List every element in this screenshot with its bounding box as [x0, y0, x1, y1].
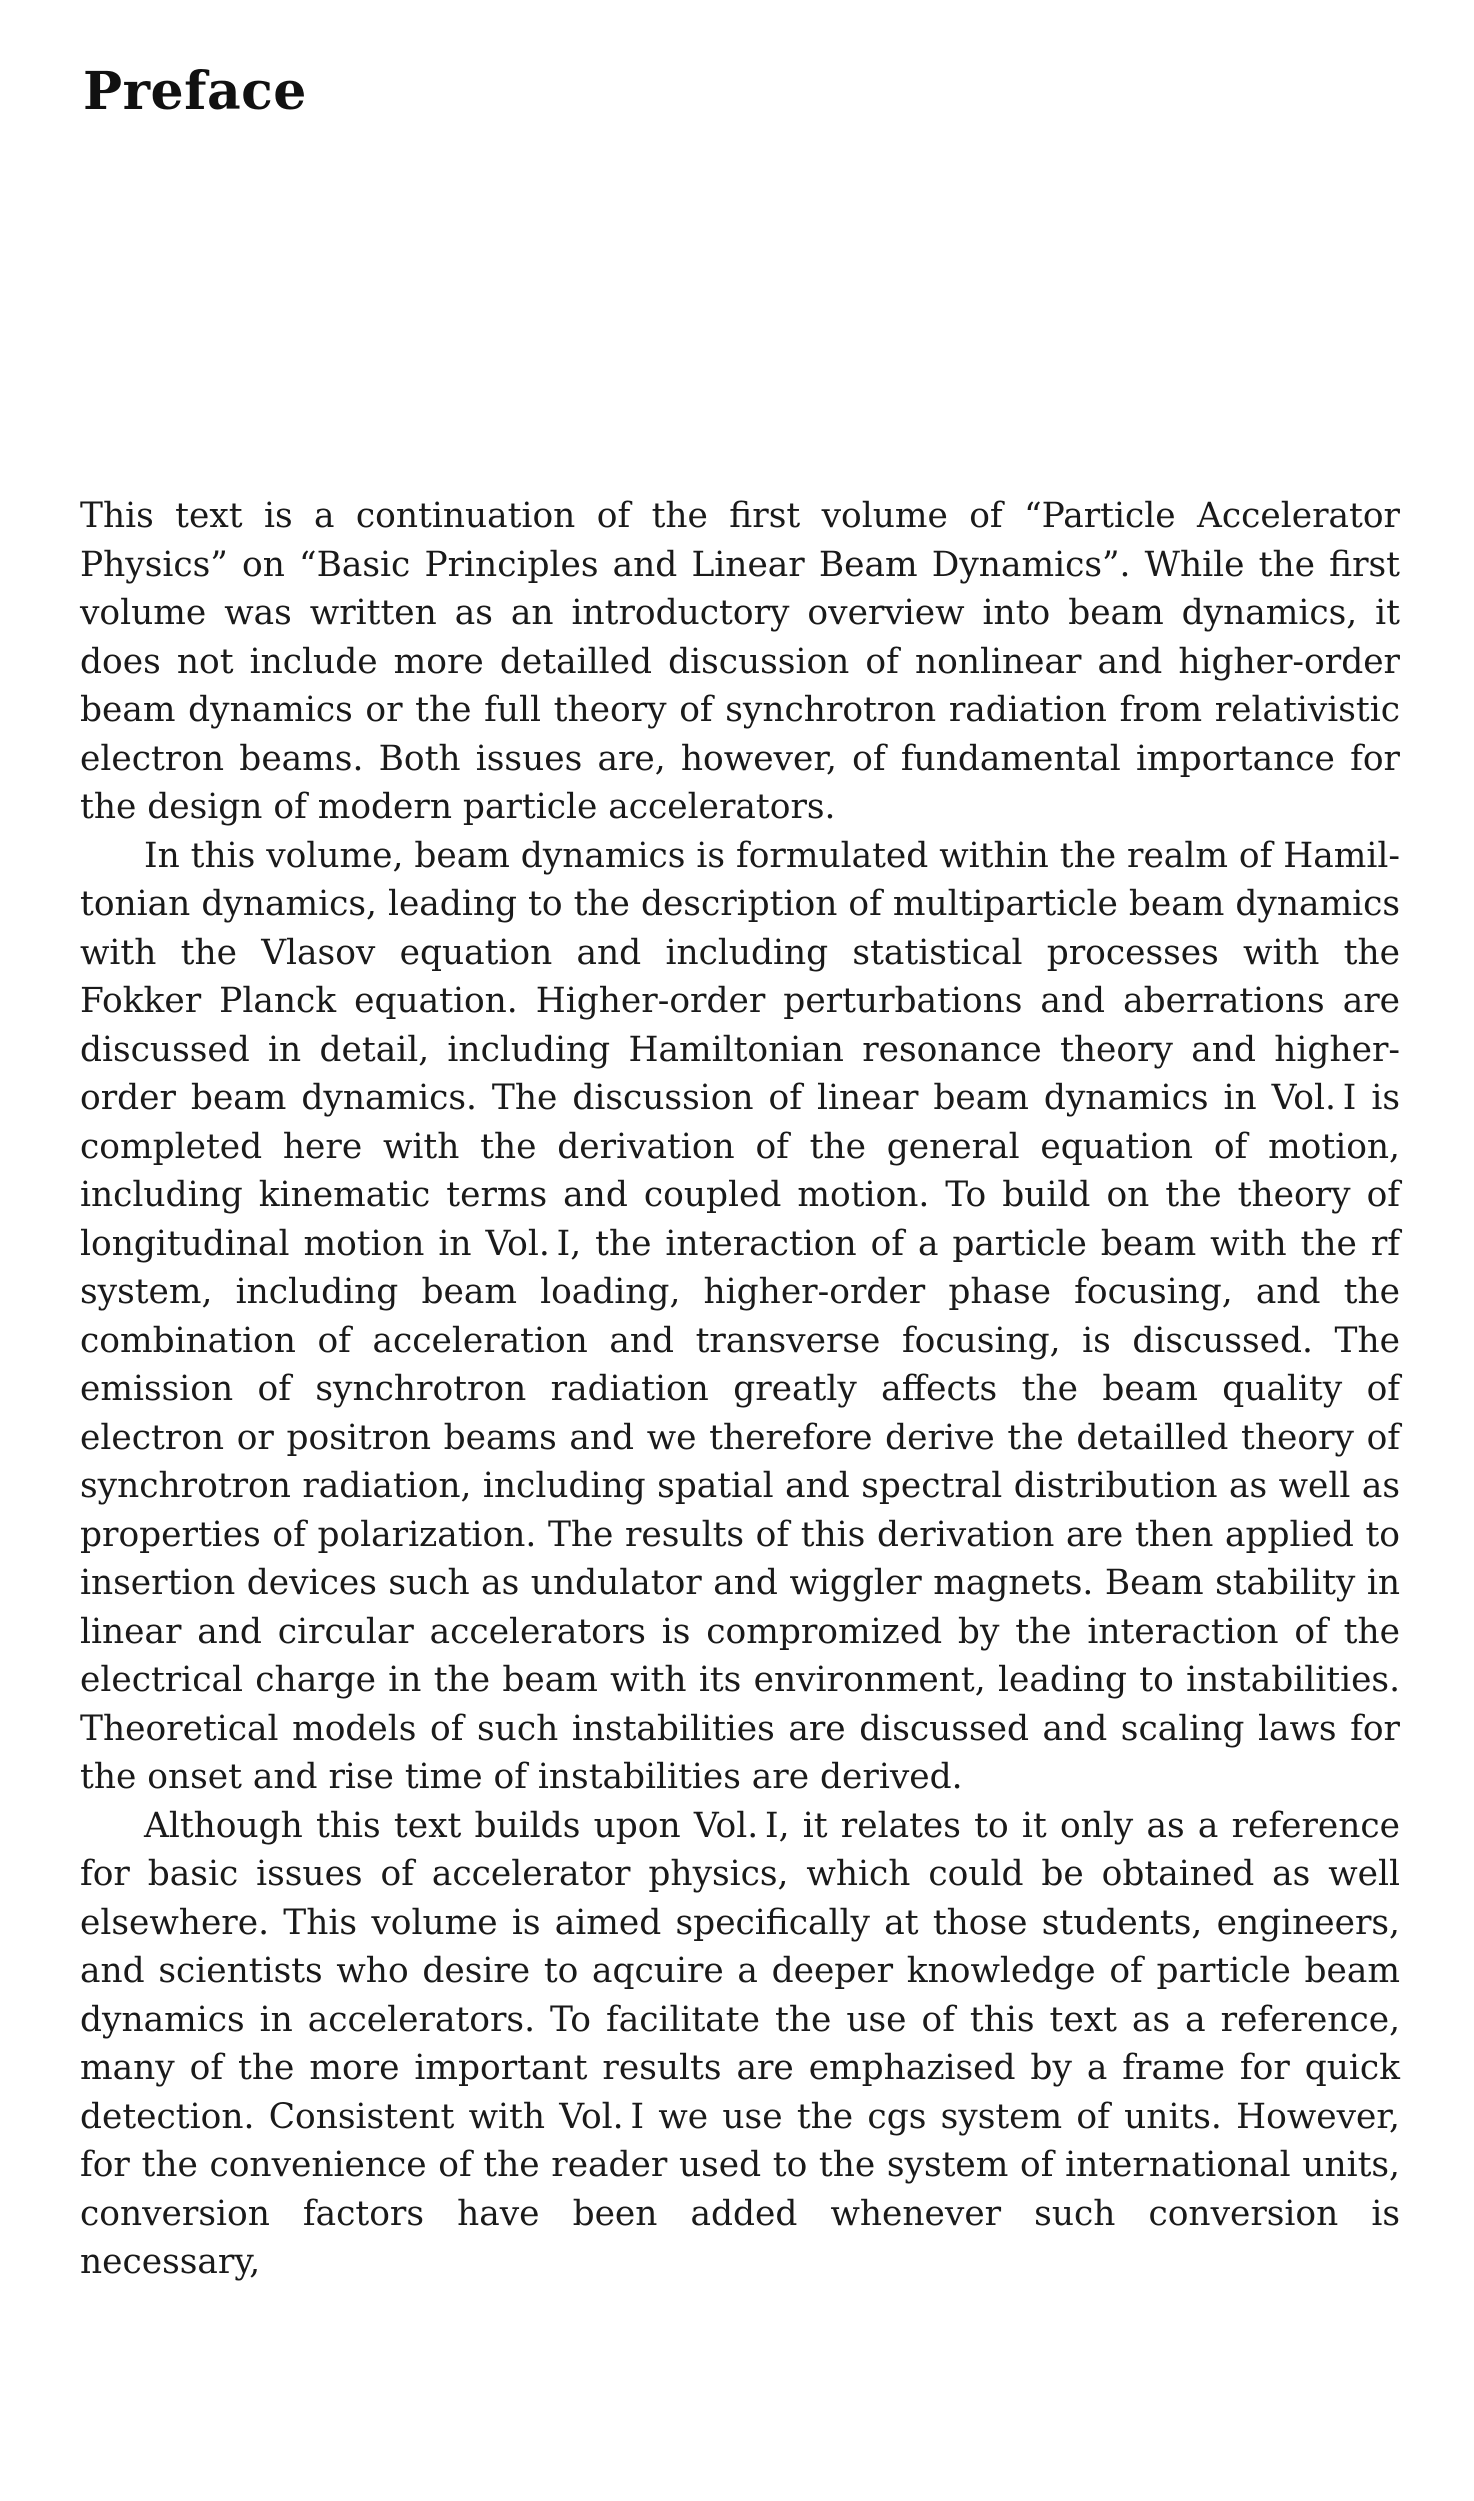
- paragraph: In this volume, beam dynamics is formulated within the realm of Hamiltonian dynamics, leading to the description of multiparticle beam dynamics with the Vlasov equation and including statistical processes with the Fokker Planck equation. Higher-order perturbations and aberrations are discussed in detail, including Hamiltonian resonance theory and higher-order beam dynamics. The discussion of linear beam dynamics in Vol. I is completed here with the derivation of the general equation of motion, including kinematic terms and coupled motion. To build on the theory of longitudinal motion in Vol. I, the interaction of a particle beam with the rf system, including beam loading, higher-order phase focusing, and the combination of acceleration and transverse focusing, is discussed. The emission of synchrotron radiation greatly affects the beam quality of electron or positron beams and we therefore derive the detailled theory of synchrotron radiation, including spatial and spectral distribution as well as properties of polarization. The results of this derivation are then applied to insertion devices such as undulator and wiggler magnets. Beam stability in linear and circular accelerators is compromized by the interaction of the electrical charge in the beam with its environment, leading to instabilities. Theoretical models of such instabilities are discussed and scaling laws for the onset and rise time of instabilities are derived.: [80, 835, 1400, 1797]
- paragraph: This text is a continuation of the first volume of “Particle Accelerator Physics” on “Basic Principles and Linear Beam Dynamics”. While the first volume was written as an introductory overview into beam dynamics, it does not include more detailled discussion of nonlinear and higher-order beam dynamics or the full theory of synchrotron radiation from relativistic electron beams. Both issues are, however, of fundamental importance for the design of modern particle accelerators.: [80, 496, 1400, 827]
- preface-body: [80, 492, 1400, 2287]
- page-title: Preface: [83, 61, 307, 122]
- paragraph: Although this text builds upon Vol. I, it relates to it only as a reference for basic issues of accelerator physics, which could be obtained as well elsewhere. This volume is aimed specifically at those students, engineers, and scientists who desire to aqcuire a deeper knowledge of particle beam dynamics in accelerators. To facilitate the use of this text as a reference, many of the more important results are emphazised by a frame for quick detection. Consistent with Vol. I we use the cgs system of units. However, for the convenience of the reader used to the system of international units, conversion factors have been added whenever such conversion is necessary,: [80, 1805, 1400, 2282]
